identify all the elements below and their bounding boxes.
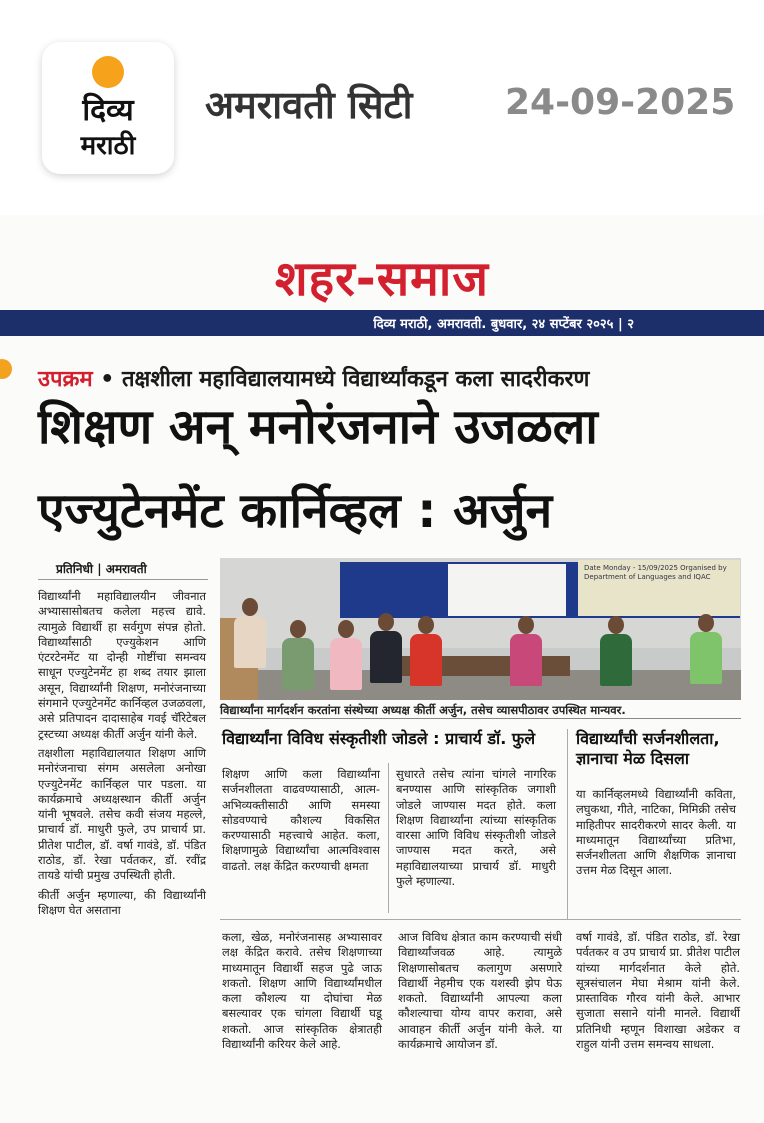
caption-rule <box>220 718 741 719</box>
left-paragraph-2: तक्षशीला महाविद्यालयात शिक्षण आणि मनोरंजनाचा संगम असलेला अनोखा एज्युटेनमेंट कार्निव्हल पार पडला. या कार्यक्रमाचे अध्यक्षस्थान कीर्ती अर्जुन यांनी भूषवले. तसेच कवी संजय महल्ले, प्राचार्य डॉ. माधुरी फुले, उप प्राचार्य प्रा. प्रीतेश पाटील, डॉ. वर्षा गावंडे, डॉ. पंडित राठोड, डॉ. रेखा पर्वतकर, डॉ. रवींद्र तायडे यांची प्रमुख उपस्थिती होती. <box>38 745 206 883</box>
headline-line1: शिक्षण अन् मनोरंजनाने उजळला <box>38 399 598 455</box>
section-rule <box>220 919 741 920</box>
subhead-2: विद्यार्थ्यांची सर्जनशीलता, ज्ञानाचा मेळ दिसला <box>576 729 720 768</box>
section-title: शहर-समाज <box>275 251 489 307</box>
column-divider <box>388 763 389 913</box>
sub1-column-a: शिक्षण आणि कला विद्यार्थ्यांना सर्जनशीलता वाढवण्यासाठी, आत्म-अभिव्यक्तीसाठी आणि समस्या सोडवण्याचे कौशल्य विकसित करण्यासाठी महत्त्वाचे आहेत. कला, शिक्षणामुळे विद्यार्थ्यांचा आत्मविश्वास वाढतो. लक्ष केंद्रित करण्याची क्षमता <box>222 767 380 873</box>
byline: प्रतिनिधी | अमरावती <box>56 562 147 576</box>
bottom-column-b: आज विविध क्षेत्रात काम करण्याची संधी विद्यार्थ्यांजवळ आहे. त्यामुळे शिक्षणासोबतच कलागुण असणारे विद्यार्थी नेहमीच एक यशस्वी झेप घेऊ शकतो. विद्यार्थ्यांनी आपल्या कला कौशल्याचा योग्य वापर करावा, असे आवाहन कीर्ती अर्जुन यांनी केले. या कार्यक्रमाचे आयोजन डॉ. <box>398 930 562 1052</box>
divya-marathi-logo[interactable] <box>42 42 174 174</box>
bottom-column-c: वर्षा गावंडे, डॉ. पंडित राठोड, डॉ. रेखा पर्वतकर व उप प्राचार्य प्रा. प्रीतेश पाटील यांच्या मार्गदर्शनात केले होते. सूत्रसंचालन मेघा मेश्राम यांनी केले. प्रास्ताविक गौरव यांनी केले. आभार सुजाता ससाने यांनी मानले. विद्यार्थी प्रतिनिधी म्हणून विशाखा अडेकर व राहुल यांनी उत्तम समन्वय साधला. <box>576 930 740 1052</box>
kicker <box>38 363 589 393</box>
headline-line2: एज्युटेनमेंट कार्निव्हल : अर्जुन <box>38 483 553 539</box>
adjacent-column-left <box>0 355 20 1123</box>
left-paragraph-1: विद्यार्थ्यांनी महाविद्यालयीन जीवनात अभ्यासासोबतच कलेला महत्त्व द्यावे. त्यामुळे विद्यार्थी हा सर्वगुण संपन्न होतो. विद्यार्थ्यांसाठी एज्युकेशन आणि एंटरटेनमेंट या दोन्ही गोष्टींचा समन्वय साधून एज्युटेनमेंट हा शब्द तयार झाला असून, विद्यार्थ्यांनी शिक्षण, मनोरंजनाच्या संगमाने एज्युटेनमेंट कार्निव्हल उजळवला, असे प्रतिपादन दादासाहेब गवई चॅरिटेबल ट्रस्टच्या अध्यक्ष कीर्ती अर्जुन यांनी केले. <box>38 589 206 741</box>
byline-rule <box>38 579 208 580</box>
kicker-label: उपक्रम <box>38 367 93 392</box>
edition-date: 24-09-2025 <box>505 82 736 123</box>
event-photo <box>220 558 741 700</box>
app-header <box>0 0 764 215</box>
sun-icon <box>92 56 124 88</box>
photo-notice-board: Date Monday - 15/09/2025 Organised by Department of Languages and IQAC <box>578 560 740 616</box>
column-divider <box>567 729 568 919</box>
orange-dot-icon <box>0 359 12 379</box>
photo-caption: विद्यार्थ्यांना मार्गदर्शन करतांना संस्थेच्या अध्यक्ष कीर्ती अर्जुन, तसेच व्यासपीठावर उपस्थित मान्यवर. <box>220 703 626 717</box>
sub2-column: या कार्निव्हलमध्ये विद्यार्थ्यांनी कविता, लघुकथा, गीते, नाटिका, मिमिक्री तसेच माहितीपर सादरीकरणे सादर केली. या माध्यमातून विद्यार्थ्यांच्या प्रतिभा, सर्जनशीलता आणि शैक्षणिक ज्ञानाचा उत्तम मेळ दिसून आला. <box>576 787 736 878</box>
sub1-column-b: सुधारते तसेच त्यांना चांगले नागरिक बनण्यास आणि सांस्कृतिक जगाशी जोडले जाण्यास मदत होते. कला शिक्षण विद्यार्थ्यांना त्यांच्या सांस्कृतिक वारसा आणि विविध संस्कृतीशी जोडले जाण्यास मदत करते, असे महाविद्यालयाच्या प्राचार्य डॉ. माधुरी फुले म्हणाल्या. <box>396 767 556 889</box>
subhead-1: विद्यार्थ्यांना विविध संस्कृतीशी जोडले : प्राचार्य डॉ. फुले <box>222 729 536 748</box>
bottom-column-a: कला, खेळ, मनोरंजनासह अभ्यासावर लक्ष केंद्रित करावे. तसेच शिक्षणाच्या माध्यमातून विद्यार्थी सहज पुढे जाऊ शकतो. शिक्षण आणि विद्यार्थ्यांमधील कला कौशल्य या दोघांचा मेळ बसल्यावर एक चांगला विद्यार्थी घडू शकतो. आज सांस्कृतिक क्षेत्रातही विद्यार्थ्यांनी करियर केले आहे. <box>222 930 382 1052</box>
left-column <box>38 589 206 922</box>
newspaper-page <box>0 215 764 1123</box>
left-paragraph-3: कीर्ती अर्जुन म्हणाल्या, की विद्यार्थ्यांनी शिक्षण घेत असताना <box>38 887 206 917</box>
logo-line2: मराठी <box>80 131 136 161</box>
photo-screen <box>448 564 566 616</box>
kicker-text: तक्षशीला महाविद्यालयामध्ये विद्यार्थ्यांकडून कला सादरीकरण <box>122 367 590 392</box>
logo-line1: दिव्य <box>82 93 134 128</box>
edition-city: अमरावती सिटी <box>205 83 413 127</box>
kicker-bullet: • <box>100 367 123 392</box>
masthead-bar <box>0 310 764 336</box>
adjacent-column-right <box>744 355 764 1123</box>
masthead-text: दिव्य मराठी, अमरावती. बुधवार, २४ सप्टेंबर २०२५ | २ <box>373 317 634 332</box>
